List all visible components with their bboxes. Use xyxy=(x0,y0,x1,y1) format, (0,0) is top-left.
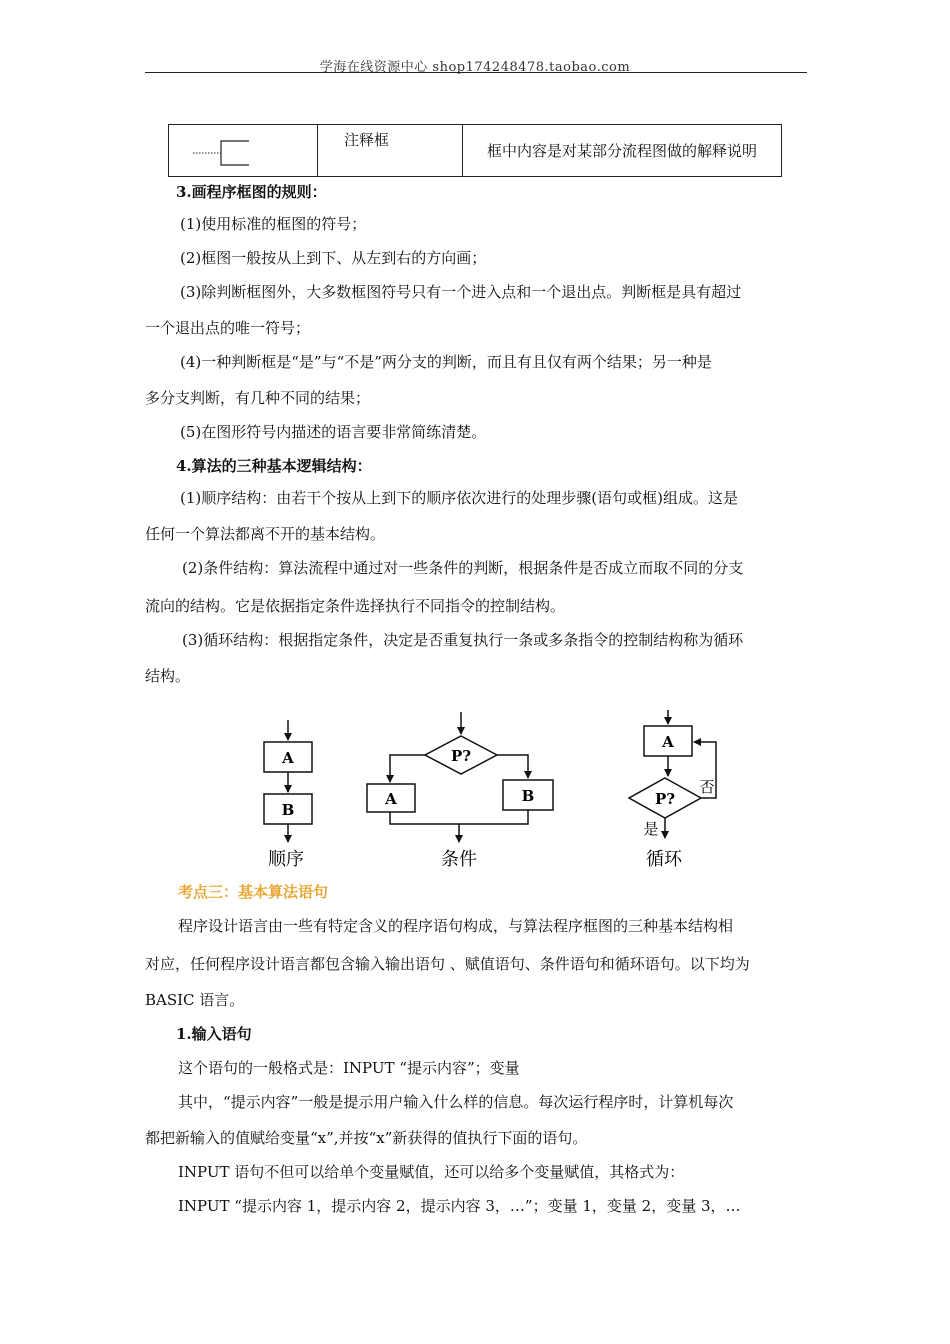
rule-3-line-1: (3)除判断框图外，大多数框图符号只有一个进入点和一个退出点。判断框是具有超过 xyxy=(180,283,742,301)
sequence-caption: 顺序 xyxy=(268,849,304,870)
input-desc-line-2: 都把新输入的值赋给变量“x”,并按“x”新获得的值执行下面的语句。 xyxy=(145,1129,588,1147)
section-heading-structures: 4.算法的三种基本逻辑结构： xyxy=(176,457,372,475)
input-multi-desc: INPUT 语句不但可以给单个变量赋值，还可以给多个变量赋值，其格式为： xyxy=(178,1163,685,1181)
page-header: 学海在线资源中心 shop174248478.taobao.com xyxy=(319,60,631,75)
structure-2-line-1: (2)条件结构：算法流程中通过对一些条件的判断，根据条件是否成立而取不同的分支 xyxy=(182,559,744,577)
annotation-box-symbol xyxy=(169,125,317,176)
sequence-structure-diagram xyxy=(264,720,312,870)
annotation-symbol-cell xyxy=(169,125,318,177)
condition-decision-label: P? xyxy=(450,747,472,765)
loop-caption: 循环 xyxy=(646,849,682,870)
loop-structure-diagram xyxy=(629,710,716,870)
rule-5: (5)在图形符号内描述的语言要非常简练清楚。 xyxy=(180,423,487,441)
input-multi-format: INPUT “提示内容 1，提示内容 2，提示内容 3，…”；变量 1，变量 2，变量 3，… xyxy=(178,1197,741,1215)
condition-caption: 条件 xyxy=(441,849,477,870)
legend-name-cell: 注释框 xyxy=(318,125,463,177)
structure-1-line-2: 任何一个算法都离不开的基本结构。 xyxy=(145,525,386,543)
rule-1: (1)使用标准的框图的符号； xyxy=(180,215,367,233)
structure-3-line-2: 结构。 xyxy=(145,667,191,685)
sequence-box-a-label: A xyxy=(282,749,294,767)
header-rule xyxy=(145,72,807,73)
structure-1-line-1: (1)顺序结构：由若干个按从上到下的顺序依次进行的处理步骤(语句或框)组成。这是 xyxy=(180,489,738,507)
section-heading-input: 1.输入语句 xyxy=(176,1025,252,1043)
symbol-legend-table xyxy=(168,124,782,177)
condition-box-b-label: B xyxy=(521,787,535,805)
condition-box-a-label: A xyxy=(385,790,397,808)
rule-4-line-2: 多分支判断，有几种不同的结果； xyxy=(145,389,371,407)
loop-yes-label: 是 xyxy=(643,820,659,838)
condition-structure-diagram xyxy=(367,712,553,870)
input-desc-line-1: 其中，“提示内容”一般是提示用户输入什么样的信息。每次运行程序时，计算机每次 xyxy=(178,1093,734,1111)
loop-decision-label: P? xyxy=(654,790,676,808)
rule-4-line-1: (4)一种判断框是“是”与“不是”两分支的判断，而且有且仅有两个结果；另一种是 xyxy=(180,353,712,371)
statements-intro-line-1: 程序设计语言由一些有特定含义的程序语句构成，与算法程序框图的三种基本结构相 xyxy=(178,917,734,935)
rule-2: (2)框图一般按从上到下、从左到右的方向画； xyxy=(180,249,487,267)
sequence-box-b-label: B xyxy=(281,801,295,819)
statements-intro-line-2: 对应，任何程序设计语言都包含输入输出语句 、赋值语句、条件语句和循环语句。以下均为 xyxy=(145,955,750,973)
rule-3-line-2: 一个退出点的唯一符号； xyxy=(145,319,311,337)
input-format: 这个语句的一般格式是：INPUT “提示内容”；变量 xyxy=(178,1059,520,1077)
statements-intro-line-3: BASIC 语言。 xyxy=(145,991,245,1009)
loop-no-label: 否 xyxy=(699,778,715,796)
loop-box-a-label: A xyxy=(662,733,674,751)
section-heading-statements: 考点三：基本算法语句 xyxy=(178,883,329,901)
structure-3-line-1: (3)循环结构：根据指定条件，决定是否重复执行一条或多条指令的控制结构称为循环 xyxy=(182,631,744,649)
legend-description-cell: 框中内容是对某部分流程图做的解释说明 xyxy=(463,125,782,177)
structure-2-line-2: 流向的结构。它是依据指定条件选择执行不同指令的控制结构。 xyxy=(145,597,566,615)
section-heading-rules: 3.画程序框图的规则： xyxy=(176,183,327,201)
flowchart-figure xyxy=(250,710,730,875)
